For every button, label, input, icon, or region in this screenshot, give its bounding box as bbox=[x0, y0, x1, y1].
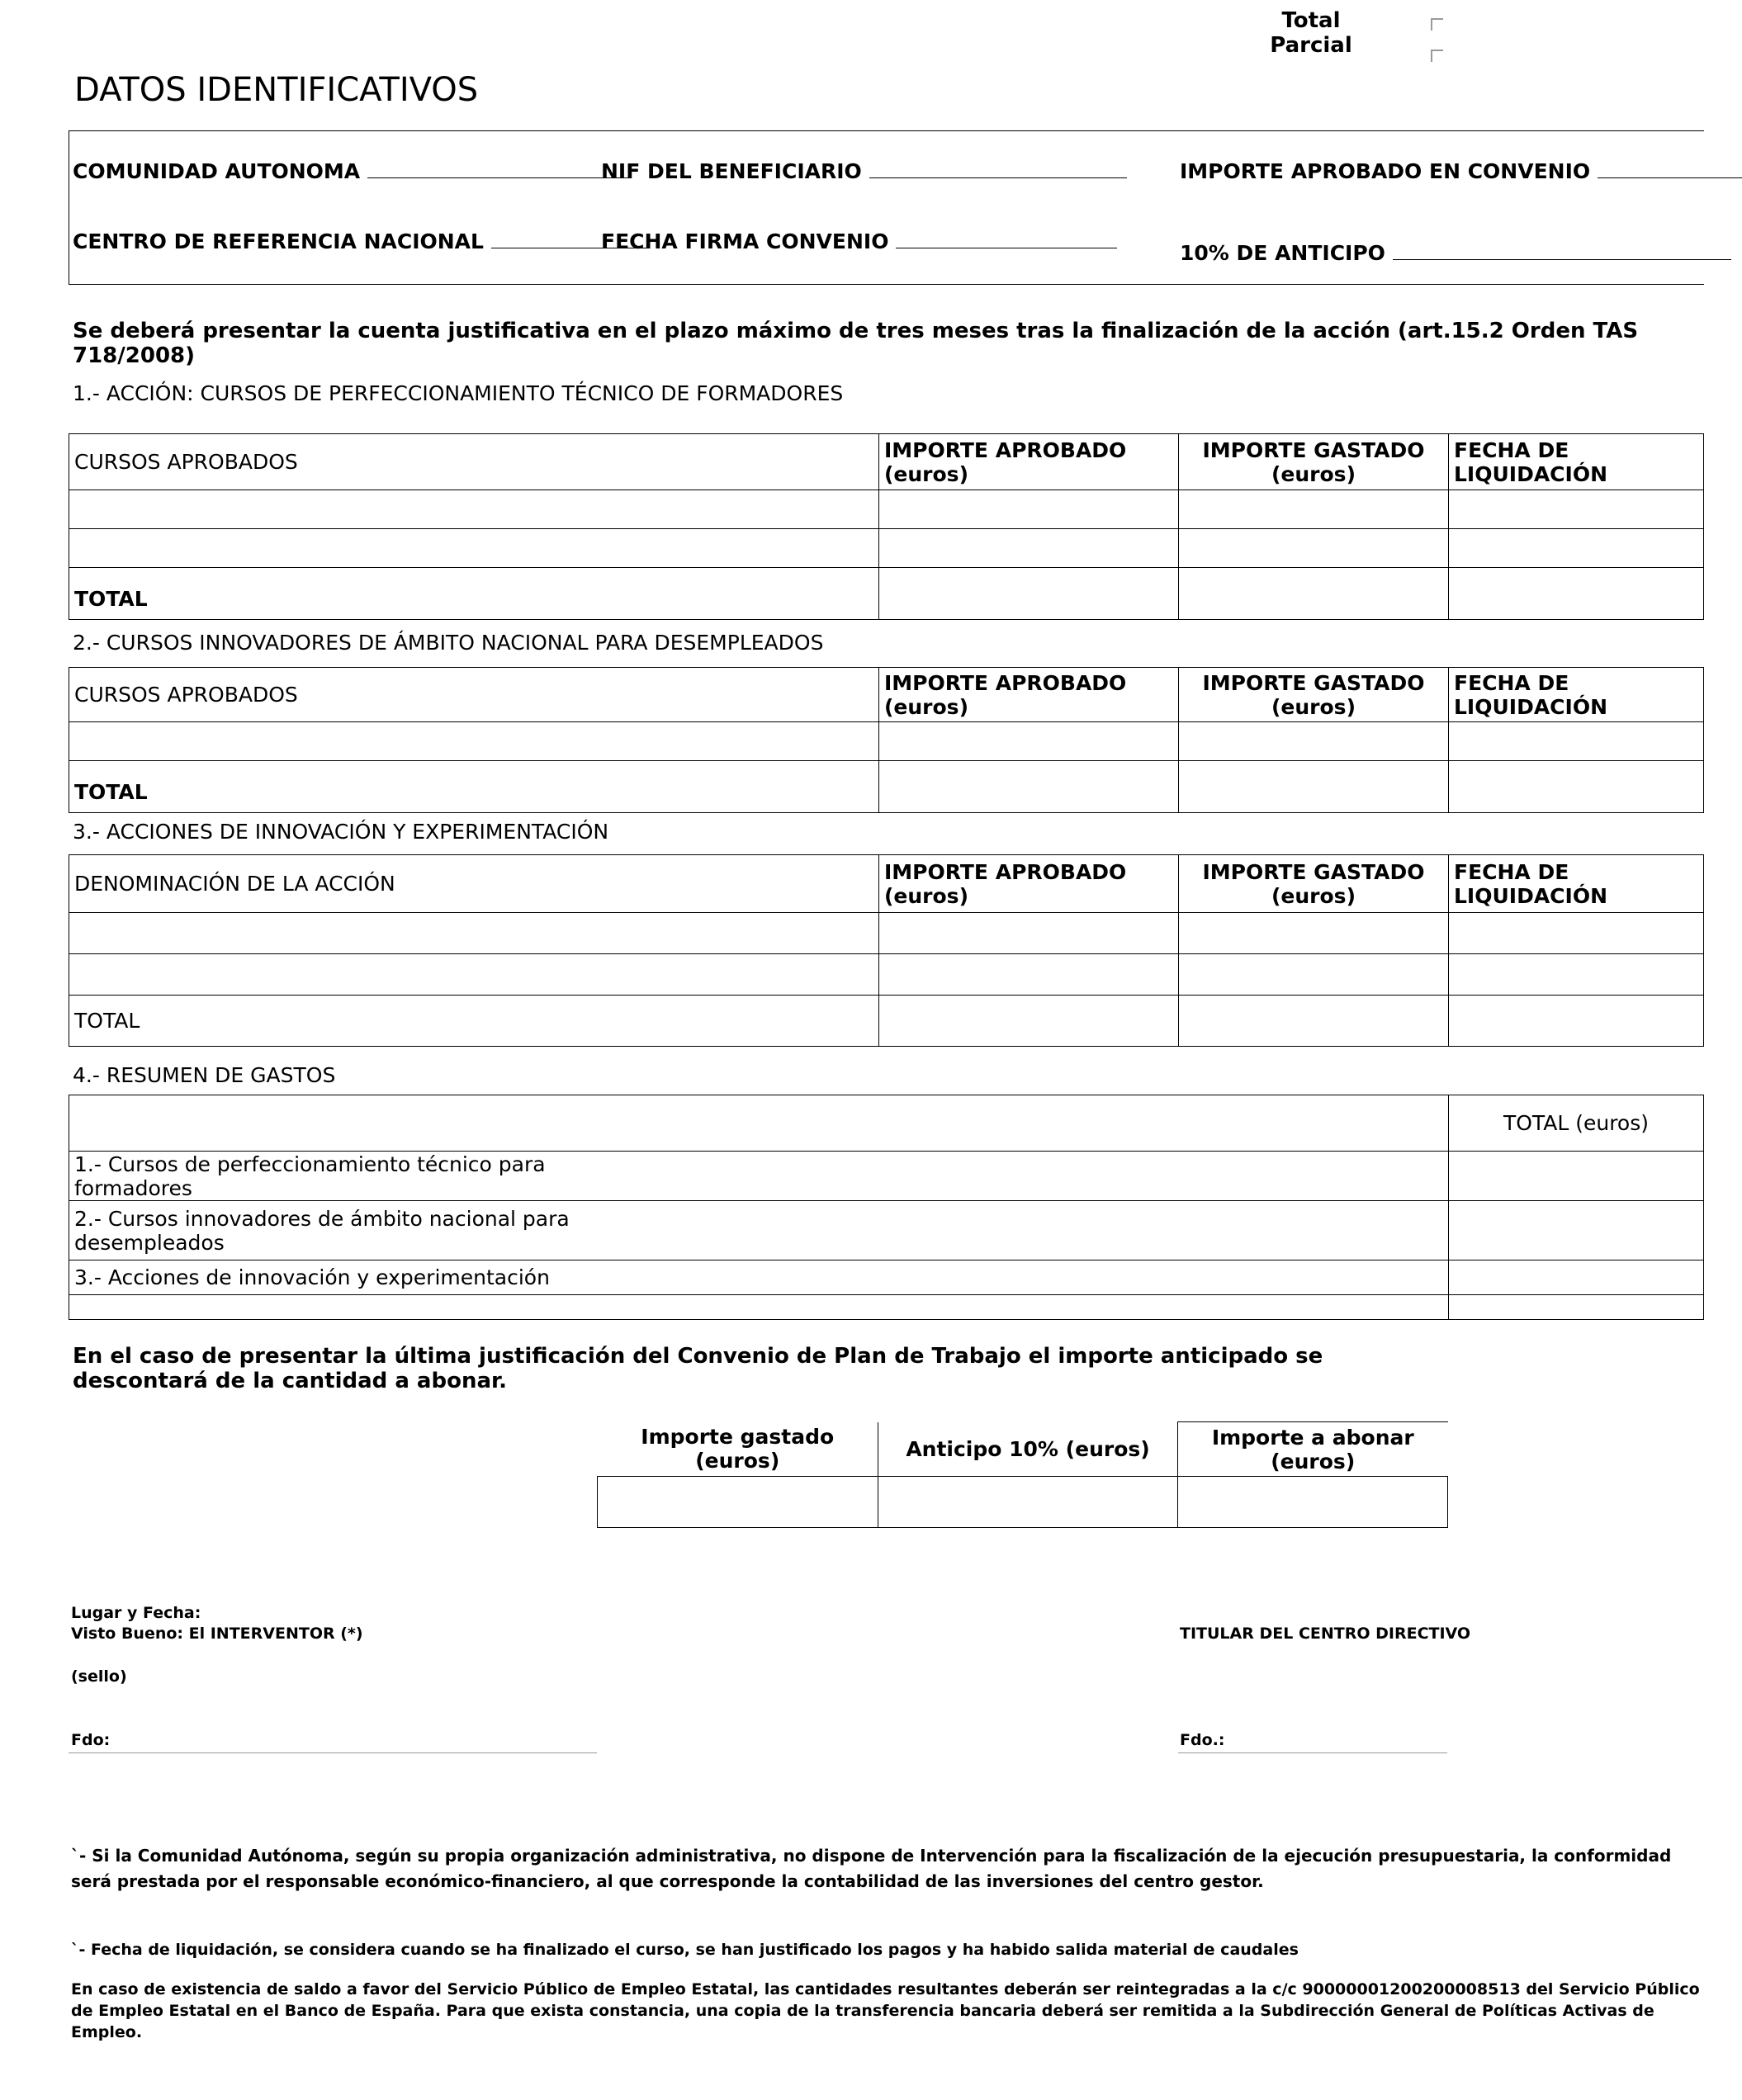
table-cell[interactable] bbox=[1449, 1260, 1704, 1295]
s1-header-aprobado: IMPORTE APROBADO (euros) bbox=[879, 434, 1179, 490]
total-checkbox[interactable] bbox=[1431, 18, 1443, 31]
s2-header-gastado: IMPORTE GASTADO (euros) bbox=[1179, 668, 1449, 722]
fdo-right-label: Fdo.: bbox=[1180, 1731, 1225, 1749]
s2-total-label: TOTAL bbox=[69, 761, 879, 813]
s4-header-empty bbox=[69, 1095, 1449, 1152]
table-row bbox=[598, 1477, 1448, 1528]
table-cell[interactable] bbox=[1449, 1152, 1704, 1201]
page-title: DATOS IDENTIFICATIVOS bbox=[74, 71, 479, 109]
titular-label: TITULAR DEL CENTRO DIRECTIVO bbox=[1180, 1625, 1471, 1643]
s3-total-label: TOTAL bbox=[69, 996, 879, 1047]
table-cell[interactable] bbox=[879, 490, 1179, 529]
final-note: En el caso de presentar la última justificación del Convenio de Plan de Trabajo el importe anticipado se descontará de la cantidad a abonar. bbox=[73, 1344, 1323, 1393]
fecha-firma-label: FECHA FIRMA CONVENIO bbox=[601, 229, 889, 253]
table-row bbox=[69, 1295, 1704, 1320]
footnote-intervencion: `- Si la Comunidad Autónoma, según su propia organización administrativa, no dispone de Intervención para la fiscalización de la ejecución presupuestaria, la conformidad será prestada por el responsable económico-financiero, al que corresponde la contabilidad de las inversiones del centro gestor. bbox=[71, 1846, 1672, 1891]
table-cell[interactable] bbox=[1449, 996, 1704, 1047]
fecha-firma-field[interactable] bbox=[601, 229, 1117, 254]
table-cell[interactable] bbox=[1179, 568, 1449, 620]
table-row bbox=[69, 1260, 1704, 1295]
signature-line-left[interactable] bbox=[69, 1752, 597, 1753]
final-table bbox=[597, 1421, 1448, 1528]
deadline-notice: Se deberá presentar la cuenta justificativa en el plazo máximo de tres meses tras la finalización de la acción (art.15.2 Orden TAS 718/2008) bbox=[73, 319, 1639, 368]
total-row bbox=[69, 996, 1704, 1047]
table-cell[interactable] bbox=[1449, 913, 1704, 954]
table-cell[interactable] bbox=[879, 722, 1179, 761]
s1-header-gastado: IMPORTE GASTADO (euros) bbox=[1179, 434, 1449, 490]
table-cell[interactable] bbox=[879, 954, 1179, 996]
table-cell[interactable] bbox=[69, 954, 879, 996]
table-cell[interactable] bbox=[1449, 1295, 1704, 1320]
total-row bbox=[69, 568, 1704, 620]
table-row bbox=[69, 529, 1704, 568]
final-col-abonar: Importe a abonar (euros) bbox=[1178, 1422, 1448, 1477]
table-cell[interactable] bbox=[879, 913, 1179, 954]
section2-title: 2.- CURSOS INNOVADORES DE ÁMBITO NACIONAL PARA DESEMPLEADOS bbox=[73, 631, 824, 655]
s2-header-aprobado: IMPORTE APROBADO (euros) bbox=[879, 668, 1179, 722]
table-cell[interactable] bbox=[1179, 761, 1449, 813]
parcial-checkbox[interactable] bbox=[1431, 50, 1443, 62]
table-row bbox=[69, 722, 1704, 761]
footnote-liquidacion: `- Fecha de liquidación, se considera cuando se ha finalizado el curso, se han justificado los pagos y ha habido salida material de caudales bbox=[71, 1941, 1299, 1959]
centro-label: CENTRO DE REFERENCIA NACIONAL bbox=[73, 229, 484, 253]
table-cell[interactable] bbox=[1449, 761, 1704, 813]
table-cell[interactable] bbox=[69, 913, 879, 954]
table-cell[interactable] bbox=[878, 1477, 1178, 1528]
centro-field[interactable] bbox=[73, 229, 646, 254]
importe-convenio-field[interactable] bbox=[1180, 159, 1742, 184]
section1-table bbox=[69, 433, 1704, 620]
fdo-left-label: Fdo: bbox=[71, 1731, 111, 1749]
table-cell[interactable] bbox=[1449, 954, 1704, 996]
table-cell[interactable] bbox=[1179, 722, 1449, 761]
s4-row2-label: 2.- Cursos innovadores de ámbito nacional para desempleados bbox=[74, 1206, 570, 1255]
parcial-label: Parcial bbox=[1270, 33, 1352, 58]
s4-row3-label: 3.- Acciones de innovación y experimentación bbox=[69, 1260, 1449, 1295]
table-cell[interactable] bbox=[879, 529, 1179, 568]
section3-title: 3.- ACCIONES DE INNOVACIÓN Y EXPERIMENTACIÓN bbox=[73, 820, 609, 844]
table-cell[interactable] bbox=[1449, 529, 1704, 568]
section3-table bbox=[69, 854, 1704, 1047]
section2-table bbox=[69, 667, 1704, 813]
table-cell[interactable] bbox=[1179, 490, 1449, 529]
table-cell[interactable] bbox=[879, 761, 1179, 813]
total-row bbox=[69, 761, 1704, 813]
table-cell[interactable] bbox=[69, 722, 879, 761]
table-row bbox=[69, 1152, 1704, 1201]
s1-total-label: TOTAL bbox=[69, 568, 879, 620]
table-cell[interactable] bbox=[1449, 722, 1704, 761]
anticipo-field[interactable] bbox=[1180, 241, 1731, 266]
s3-header-fecha: FECHA DE LIQUIDACIÓN bbox=[1449, 855, 1704, 913]
s2-header-cursos: CURSOS APROBADOS bbox=[69, 668, 879, 722]
table-cell[interactable] bbox=[1179, 954, 1449, 996]
s4-row1-label: 1.- Cursos de perfeccionamiento técnico para formadores bbox=[74, 1152, 546, 1200]
s1-header-cursos: CURSOS APROBADOS bbox=[69, 434, 879, 490]
section1-title: 1.- ACCIÓN: CURSOS DE PERFECCIONAMIENTO TÉCNICO DE FORMADORES bbox=[73, 381, 844, 405]
table-cell[interactable] bbox=[69, 490, 879, 529]
table-cell[interactable] bbox=[1449, 1201, 1704, 1260]
table-cell[interactable] bbox=[879, 568, 1179, 620]
signature-line-right[interactable] bbox=[1178, 1752, 1447, 1753]
table-cell[interactable] bbox=[879, 996, 1179, 1047]
table-row bbox=[69, 913, 1704, 954]
s1-header-fecha: FECHA DE LIQUIDACIÓN bbox=[1449, 434, 1704, 490]
anticipo-label: 10% DE ANTICIPO bbox=[1180, 241, 1385, 265]
final-col-anticipo: Anticipo 10% (euros) bbox=[878, 1422, 1178, 1477]
table-row bbox=[69, 490, 1704, 529]
final-col-gastado: Importe gastado (euros) bbox=[598, 1422, 878, 1477]
table-cell[interactable] bbox=[1449, 490, 1704, 529]
table-cell[interactable] bbox=[69, 529, 879, 568]
visto-bueno-label: Visto Bueno: El INTERVENTOR (*) bbox=[71, 1625, 363, 1643]
s2-header-fecha: FECHA DE LIQUIDACIÓN bbox=[1449, 668, 1704, 722]
importe-convenio-label: IMPORTE APROBADO EN CONVENIO bbox=[1180, 159, 1591, 183]
lugar-fecha-label: Lugar y Fecha: bbox=[71, 1604, 201, 1622]
s3-header-aprobado: IMPORTE APROBADO (euros) bbox=[879, 855, 1179, 913]
comunidad-label: COMUNIDAD AUTONOMA bbox=[73, 159, 361, 183]
section4-table bbox=[69, 1095, 1704, 1320]
table-cell[interactable] bbox=[1449, 568, 1704, 620]
total-label: Total bbox=[1281, 8, 1341, 33]
s3-header-denominacion: DENOMINACIÓN DE LA ACCIÓN bbox=[69, 855, 879, 913]
table-cell[interactable] bbox=[1179, 913, 1449, 954]
table-cell[interactable] bbox=[1178, 1477, 1448, 1528]
table-row bbox=[69, 954, 1704, 996]
s4-header-total: TOTAL (euros) bbox=[1449, 1095, 1704, 1152]
table-cell bbox=[69, 1295, 1449, 1320]
table-row bbox=[69, 1201, 1704, 1260]
table-cell[interactable] bbox=[1179, 529, 1449, 568]
nif-field[interactable] bbox=[601, 159, 1127, 184]
table-cell[interactable] bbox=[1179, 996, 1449, 1047]
s3-header-gastado: IMPORTE GASTADO (euros) bbox=[1179, 855, 1449, 913]
section4-title: 4.- RESUMEN DE GASTOS bbox=[73, 1063, 336, 1087]
comunidad-field[interactable] bbox=[73, 159, 632, 184]
footnote-reintegro: En caso de existencia de saldo a favor del Servicio Público de Empleo Estatal, las cantidades resultantes deberán ser reintegradas a la c/c 9000000120020000851​3 del Servicio Público de Empleo Estatal en el Banco de España. Para que exista constancia, una copia de la transferencia bancaria deberá ser remitida a la Subdirección General de Políticas Activas de Empleo. bbox=[71, 1980, 1700, 2041]
nif-label: NIF DEL BENEFICIARIO bbox=[601, 159, 862, 183]
table-cell[interactable] bbox=[598, 1477, 878, 1528]
sello-label: (sello) bbox=[71, 1667, 127, 1686]
